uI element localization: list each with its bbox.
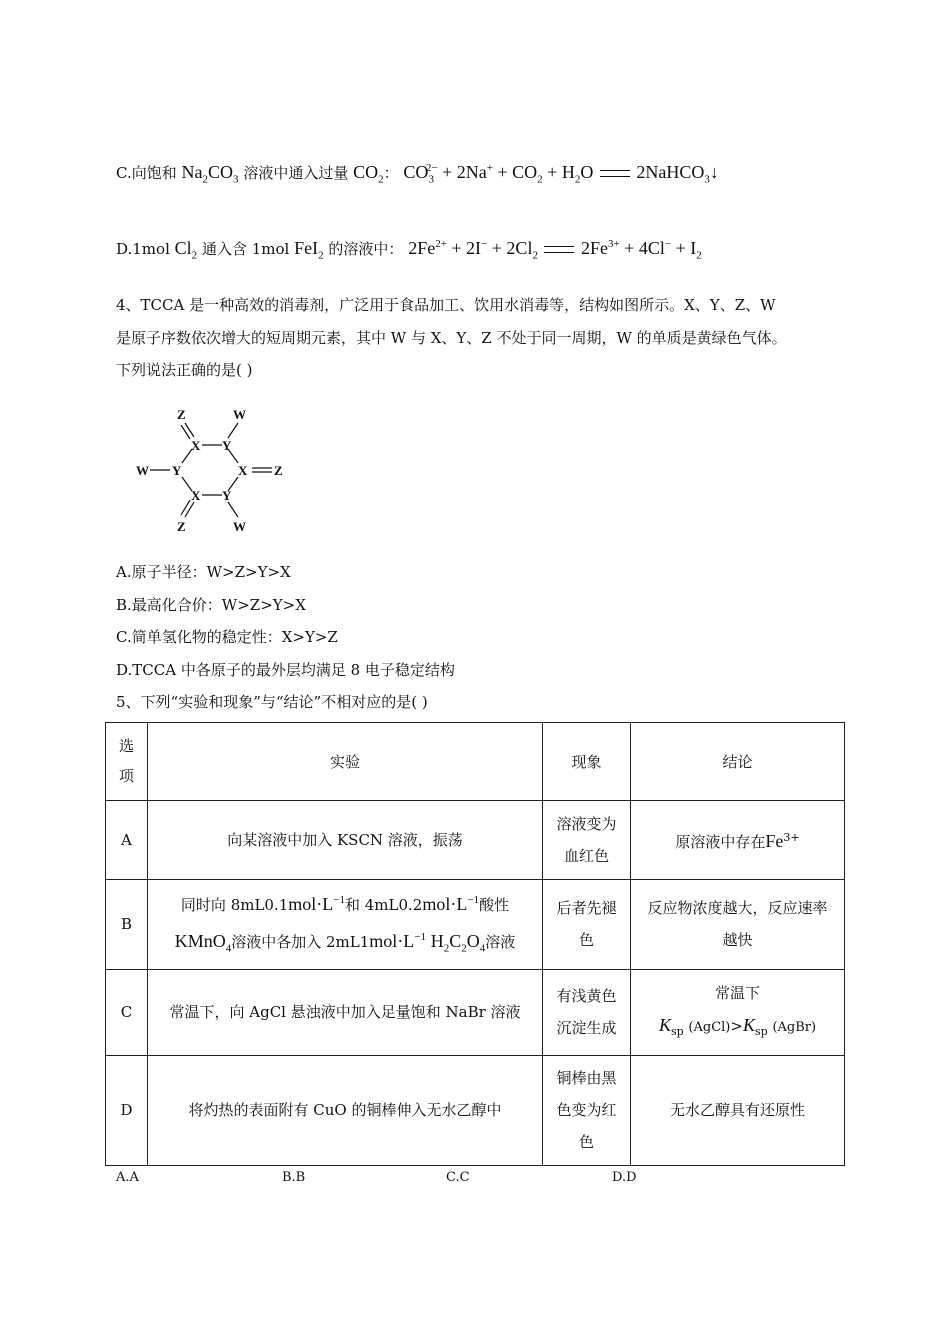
table-header-row [106,723,845,801]
row-conclusion: 无水乙醇具有还原性 [631,1055,845,1165]
table-row [106,969,845,1055]
atom-z-bottom: Z [177,519,186,534]
header-conclusion: 结论 [631,723,845,801]
atom-z-top: Z [177,407,186,422]
table-row [106,880,845,970]
q3-c-equation: $CO_3^{2-} + 2Na^+ + CO_2 + H_2O$ 2NaHCO$_3$↓ [403,162,719,186]
atom-z-right: Z [274,463,283,478]
row-option: B [106,880,148,970]
q4-option-a: A.原子半径：W>Z>Y>X [116,563,291,581]
q4-stem-line1: 4、TCCA 是一种高效的消毒剂，广泛用于食品加工、饮用水消毒等，结构如图所示。X、Y、Z、W [116,296,776,314]
q4-option-b: B.最高化合价：W>Z>Y>X [116,596,306,614]
q3-option-d: D.1mol $Cl_2$ 通入含 1mol FeI$_2$ 的溶液中： $2Fe^{2+} + 2I^- + 2Cl_2$ $2Fe^{3+} + 4Cl^- + I_2$ [116,238,702,262]
choice-b: B.B [282,1170,306,1185]
table-row [106,1055,845,1165]
row-phenomenon: 铜棒由黑色变为红色 [543,1055,631,1165]
row-experiment: 常温下，向 AgCl 悬浊液中加入足量饱和 NaBr 溶液 [147,969,542,1055]
atom-y-left: Y [172,463,182,478]
header-phenomenon: 现象 [543,723,631,801]
atom-w-bottom: W [233,519,246,534]
table-row [106,801,845,880]
atom-x-bottom: X [191,488,201,503]
q3-d-equation: $2Fe^{2+} + 2I^- + 2Cl_2$ $2Fe^{3+} + 4Cl^- + I_2$ [408,238,702,262]
row-conclusion: 常温下 $K_{sp}$ $(AgCl)>K_{sp}$ (AgBr) [631,969,845,1055]
q4-option-c: C.简单氢化物的稳定性：X>Y>Z [116,628,338,646]
row-phenomenon: 溶液变为血红色 [543,801,631,880]
row-option: C [106,969,148,1055]
q4-stem-line3: 下列说法正确的是( ) [116,361,253,379]
q4-stem-line2: 是原子序数依次增大的短周期元素，其中 W 与 X、Y、Z 不处于同一周期，W 的单质是黄绿色气体。 [116,329,787,347]
atom-x-right: X [238,463,248,478]
row-phenomenon: 后者先褪色 [543,880,631,970]
row-experiment: 同时向 $8mL0.1mol\cdot L^{-1}$和 $4mL0.2mol\cdot L^{-1}$酸性 KMnO$_4$溶液中各加入 $2mL1mol\cdot L^{-1}$ $H_2C_2O_4$溶液 [147,880,542,970]
row-conclusion: 原溶液中存在$Fe^{3+}$ [631,801,845,880]
atom-y-bottom: Y [222,488,232,503]
row-experiment: 向某溶液中加入 KSCN 溶液，振荡 [147,801,542,880]
row-conclusion: 反应物浓度越大，反应速率越快 [631,880,845,970]
q5-stem: 5、下列“实验和现象”与“结论”不相对应的是( ) [116,693,428,711]
q4-option-d: D.TCCA 中各原子的最外层均满足 8 电子稳定结构 [116,661,455,679]
atom-w-top: W [233,407,246,422]
row-option: D [106,1055,148,1165]
choice-d: D.D [612,1170,637,1185]
choice-c: C.C [446,1170,470,1185]
tcca-structure-diagram [130,405,300,540]
row-option: A [106,801,148,880]
atom-w-left: W [136,463,149,478]
row-experiment: 将灼热的表面附有 CuO 的铜棒伸入无水乙醇中 [147,1055,542,1165]
q3-option-c: C.向饱和 $Na_2CO_3$ 溶液中通入过量 $CO_2$： $CO_3^{2-} + 2Na^+ + CO_2 + H_2O$ 2NaHCO$_3$↓ [116,162,719,186]
choice-a: A.A [116,1170,139,1185]
atom-y-top: Y [222,438,232,453]
row-phenomenon: 有浅黄色沉淀生成 [543,969,631,1055]
atom-x-top: X [191,438,201,453]
experiment-table [105,722,845,1166]
header-experiment: 实验 [147,723,542,801]
header-option: 选项 [106,723,148,801]
